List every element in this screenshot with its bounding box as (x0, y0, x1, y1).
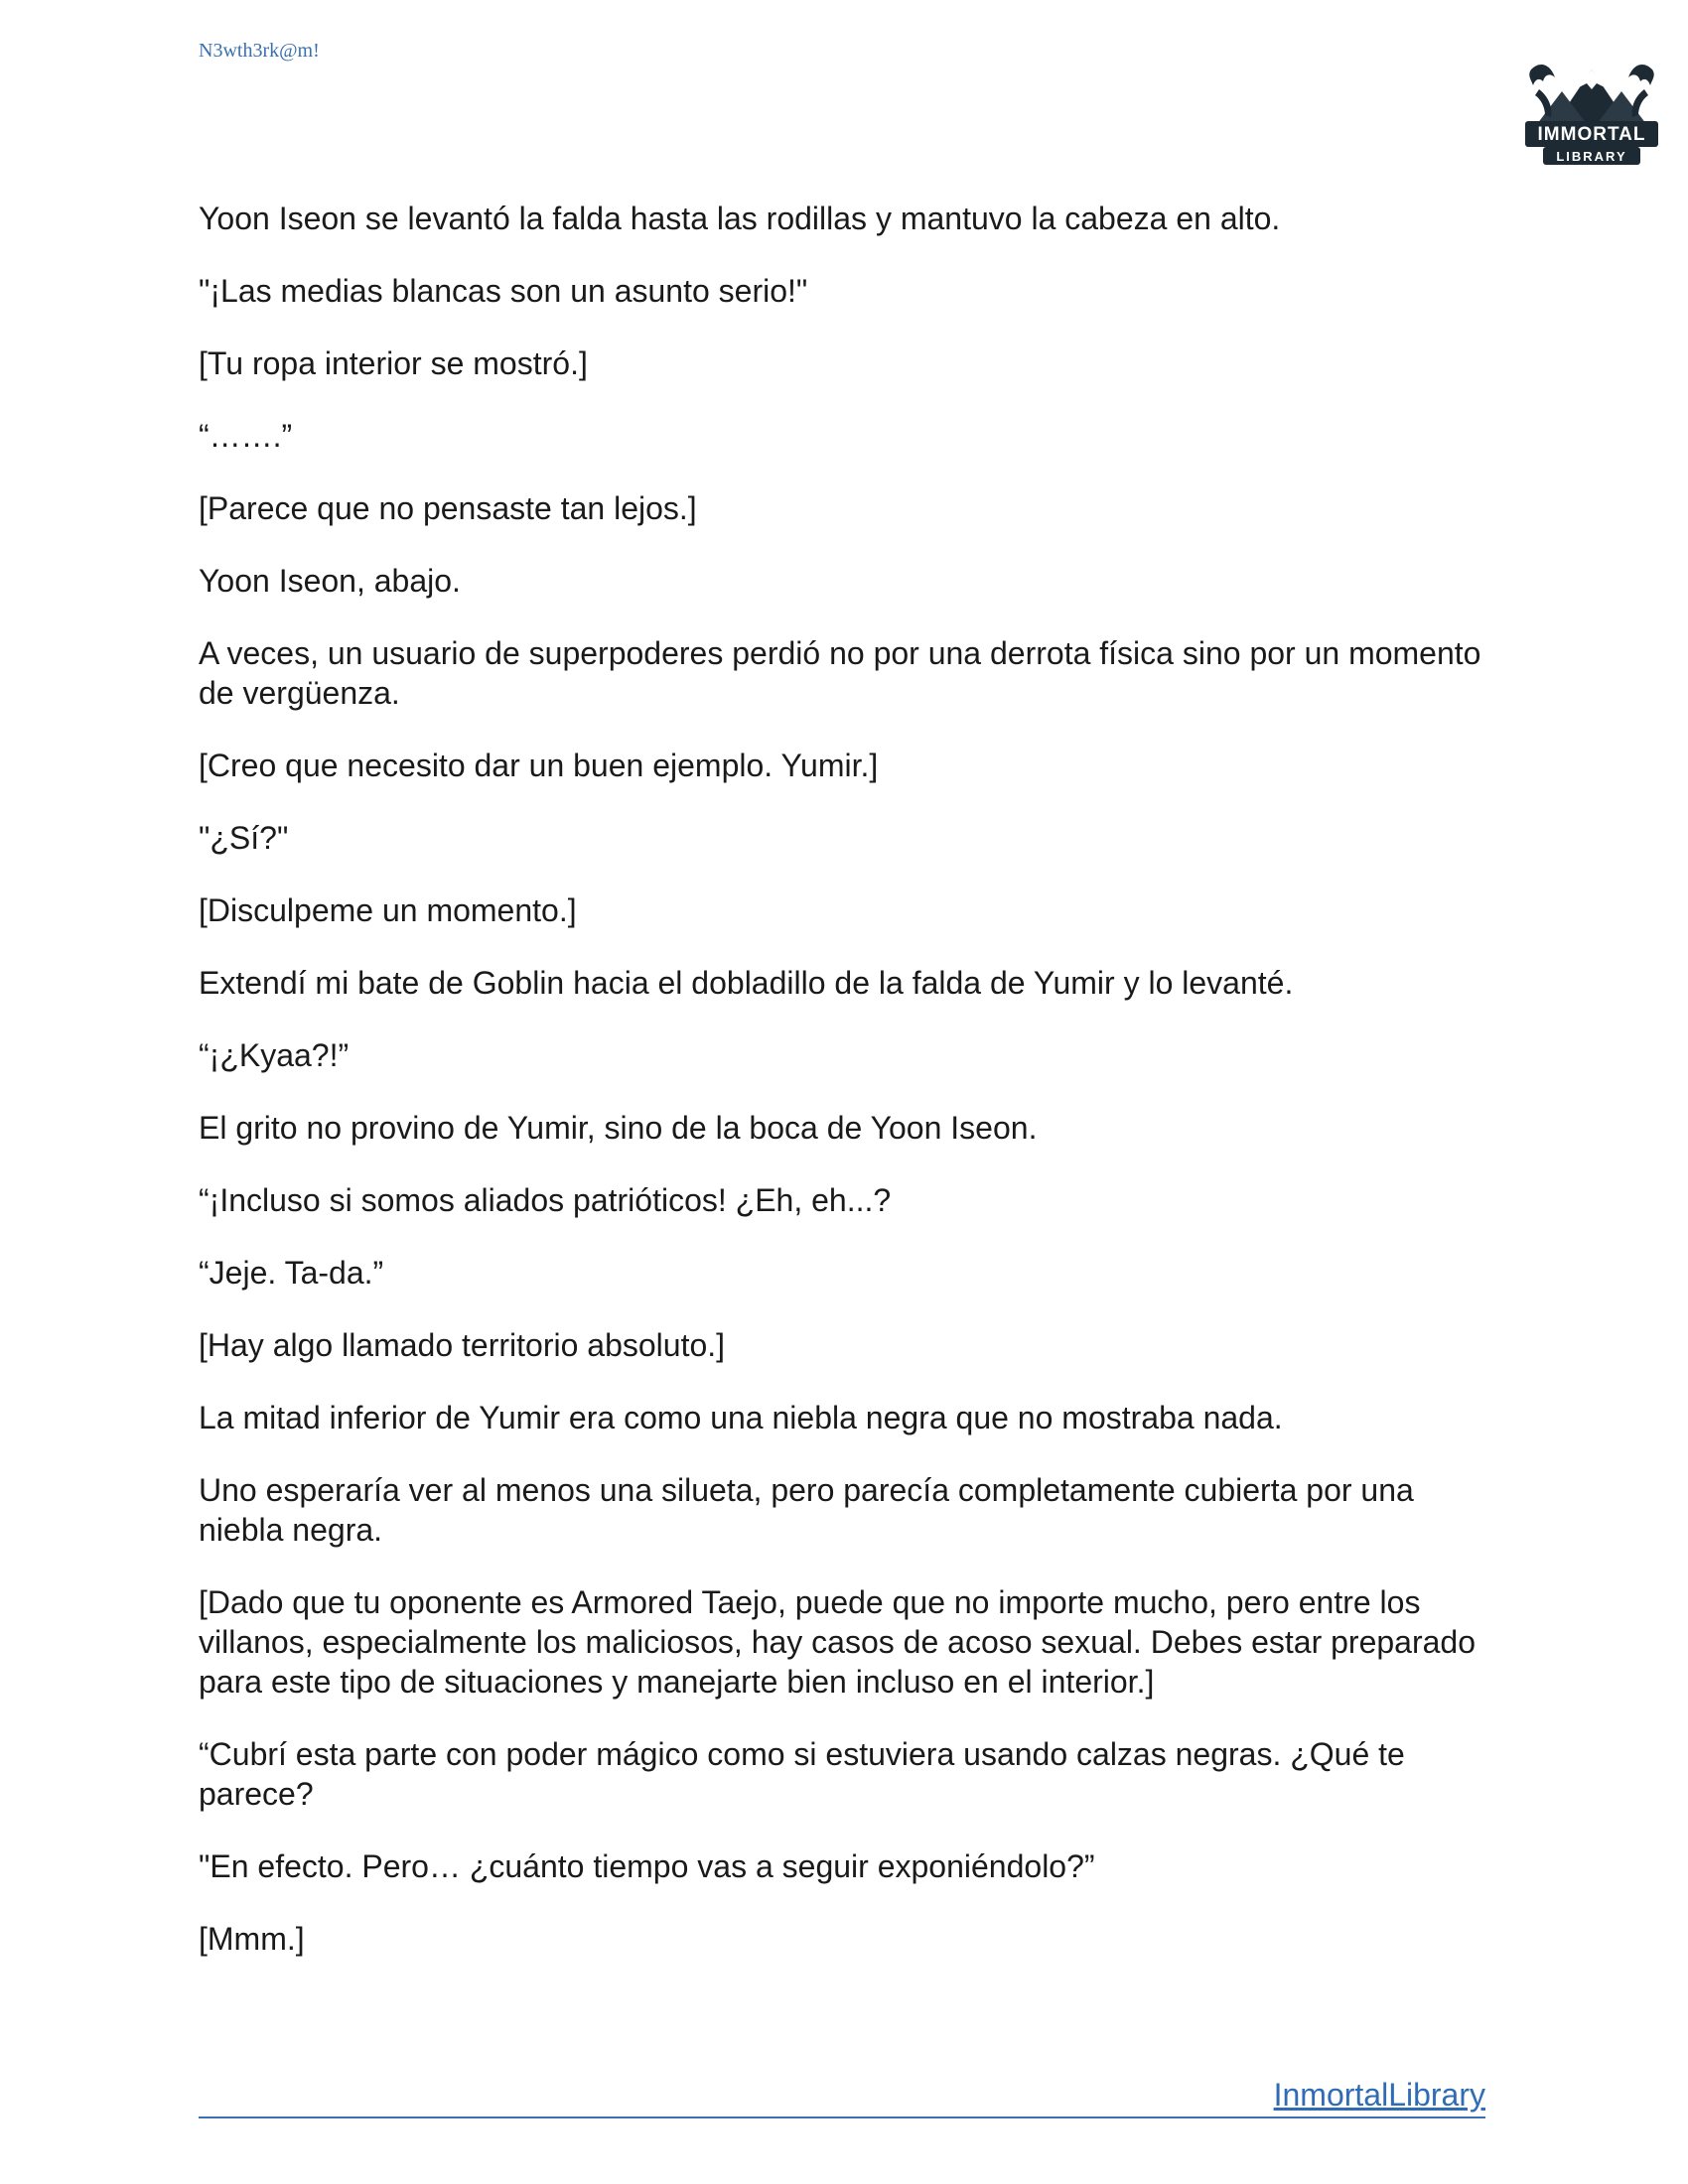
paragraph: A veces, un usuario de superpoderes perdió no por una derrota física sino por un momento de vergüenza. (199, 635, 1481, 711)
paragraph: [Creo que necesito dar un buen ejemplo. Yumir.] (199, 748, 879, 783)
paragraph: Yoon Iseon, abajo. (199, 563, 461, 599)
paragraph: El grito no provino de Yumir, sino de la boca de Yoon Iseon. (199, 1110, 1038, 1146)
paragraph: “…….” (199, 418, 293, 454)
paragraph: [Hay algo llamado territorio absoluto.] (199, 1327, 726, 1363)
paragraph: Uno esperaría ver al menos una silueta, pero parecía completamente cubierta por una niebla negra. (199, 1472, 1414, 1548)
page-footer (199, 2077, 1485, 2118)
paragraph: “Jeje. Ta-da.” (199, 1255, 384, 1291)
logo-emblem-icon (1517, 30, 1666, 179)
immortal-library-logo (1517, 30, 1666, 179)
footer-link[interactable]: InmortalLibrary (1273, 2077, 1485, 2113)
paragraph: “¡Incluso si somos aliados patrióticos! ¿Eh, eh...? (199, 1182, 892, 1218)
paragraph: Yoon Iseon se levantó la falda hasta las rodillas y mantuvo la cabeza en alto. (199, 201, 1281, 236)
paragraph: Extendí mi bate de Goblin hacia el dobladillo de la falda de Yumir y lo levanté. (199, 965, 1294, 1001)
paragraph: [Disculpeme un momento.] (199, 892, 577, 928)
paragraph: La mitad inferior de Yumir era como una niebla negra que no mostraba nada. (199, 1400, 1283, 1435)
paragraph: [Mmm.] (199, 1921, 305, 1957)
document-body (199, 199, 1489, 1991)
paragraph: "¿Sí?" (199, 820, 289, 856)
paragraph: [Dado que tu oponente es Armored Taejo, puede que no importe mucho, pero entre los villanos, especialmente los maliciosos, hay casos de acoso sexual. Debes estar preparado para este tipo de situaciones y manejarte bien incluso en el interior.] (199, 1584, 1477, 1700)
paragraph: “¡¿Kyaa?!” (199, 1037, 350, 1073)
logo-line1: IMMORTAL (1537, 124, 1646, 145)
paragraph: "¡Las medias blancas son un asunto serio!" (199, 273, 808, 309)
paragraph: “Cubrí esta parte con poder mágico como si estuviera usando calzas negras. ¿Qué te parece? (199, 1736, 1405, 1812)
watermark-label: N3wth3rk@m! (199, 40, 320, 62)
paragraph: "En efecto. Pero… ¿cuánto tiempo vas a seguir exponiéndolo?” (199, 1848, 1095, 1884)
paragraph: [Parece que no pensaste tan lejos.] (199, 490, 697, 526)
logo-line2: LIBRARY (1556, 149, 1627, 164)
paragraph: [Tu ropa interior se mostró.] (199, 345, 588, 381)
